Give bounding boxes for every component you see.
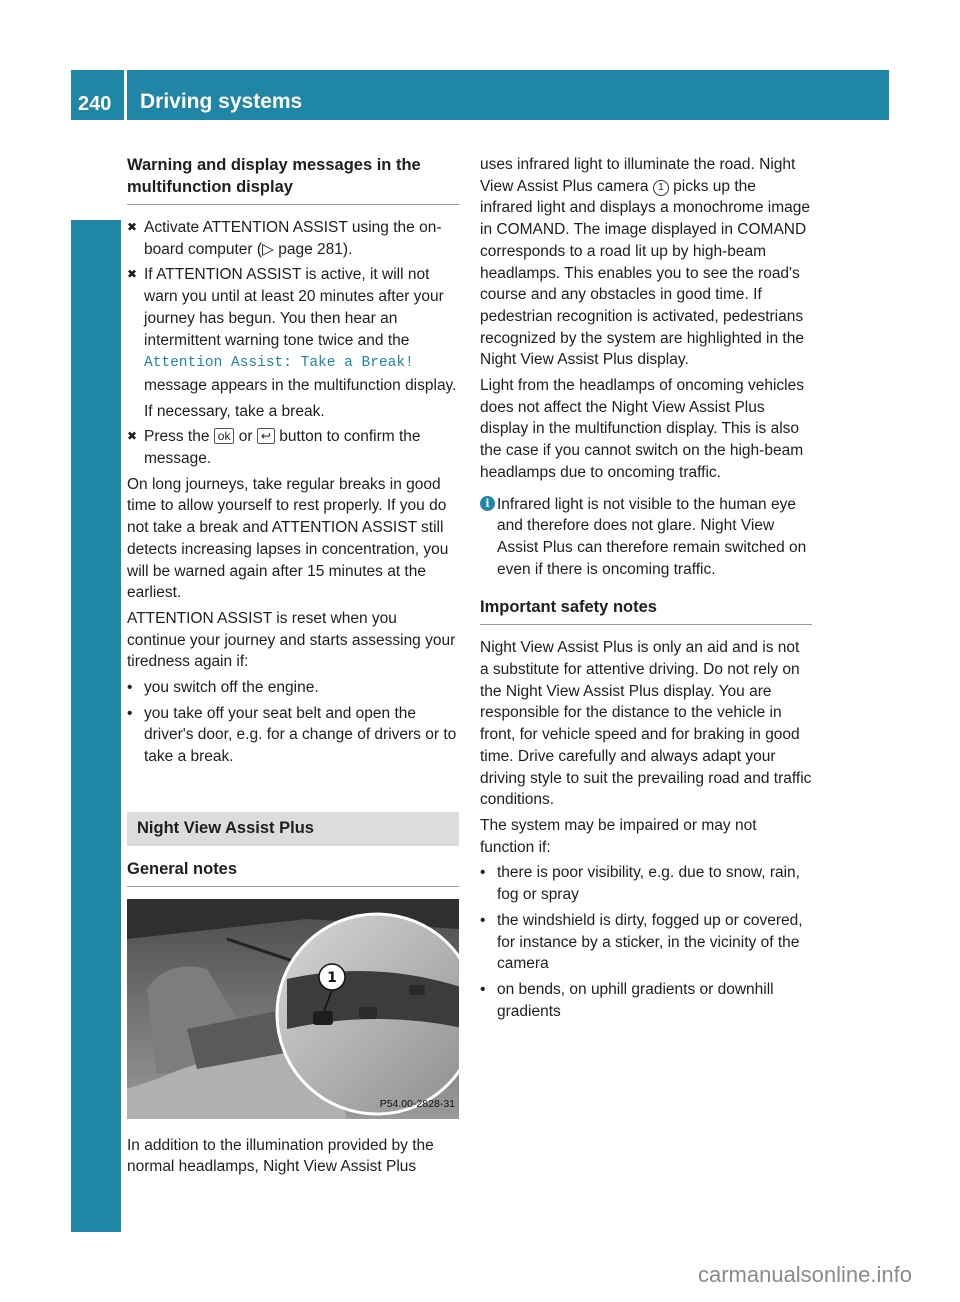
left-column bbox=[127, 154, 459, 1182]
figure-caption: In addition to the illumination provided by the normal headlamps, Night View Assist Plus bbox=[127, 1136, 434, 1176]
camera-callout-icon: 1 bbox=[653, 180, 669, 196]
chapter-title: Driving systems bbox=[140, 90, 303, 113]
page-number: 240 bbox=[78, 93, 112, 115]
list-item: • on bends, on uphill gradients or downhill gradients bbox=[480, 980, 774, 1020]
paragraph-oncoming-lights: Light from the headlamps of oncoming vehicles does not affect the Night View Assist Plus display in the multifunction display. This is also the case if you cannot switch on the high-beam headlamps due to oncoming traffic. bbox=[480, 377, 804, 481]
page-ref-arrow-icon: ▷ bbox=[262, 240, 274, 258]
step-activate: ✖ Activate ATTENTION ASSIST using the on-board computer (▷ page 281). bbox=[127, 219, 442, 258]
step-marker-icon: ✖ bbox=[127, 429, 138, 444]
info-note: i Infrared light is not visible to the human eye and therefore does not glare. Night View Assist Plus can therefore remain switched on even if there is oncoming traffic. bbox=[480, 494, 812, 581]
bullet-icon: • bbox=[480, 911, 486, 929]
header-separator bbox=[124, 70, 127, 120]
side-tab-label: Driving and parking bbox=[84, 580, 107, 778]
paragraph-impaired: The system may be impaired or may not function if: bbox=[480, 816, 757, 856]
page-ref-link[interactable]: page 281). bbox=[278, 240, 353, 258]
ok-key-icon: ok bbox=[214, 428, 235, 444]
camera-location-figure bbox=[127, 899, 459, 1119]
heading-general-notes: General notes bbox=[127, 858, 459, 887]
paragraph-reset: ATTENTION ASSIST is reset when you continue your journey and starts assessing your tiredness again if: bbox=[127, 609, 456, 671]
figure-code: P54.00-2828-31 bbox=[379, 1097, 455, 1110]
watermark: carmanualsonline.info bbox=[697, 1262, 912, 1287]
info-icon: i bbox=[480, 496, 495, 511]
step-active-info: ✖ If ATTENTION ASSIST is active, it will not warn you until at least 20 minutes after your journey has begun. You then hear an intermittent warning tone twice and the Attention Assist: Take a Break! message appears in the multifunction display. bbox=[127, 266, 457, 394]
list-item: • you take off your seat belt and open the driver's door, e.g. for a change of drivers or to take a break. bbox=[127, 704, 457, 766]
paragraph-long-journeys: On long journeys, take regular breaks in good time to allow yourself to rest properly. If you do not take a break and ATTENTION ASSIST still detects increasing lapses in concentration, you will be warned again after 15 minutes at the earliest. bbox=[127, 475, 449, 602]
list-item: • the windshield is dirty, fogged up or covered, for instance by a sticker, in the vicinity of the camera bbox=[480, 911, 803, 973]
figure-callout: 1 bbox=[327, 969, 337, 986]
step-marker-icon: ✖ bbox=[127, 220, 138, 234]
list-item: • you switch off the engine. bbox=[127, 677, 459, 699]
step-confirm: ✖ Press the ok or ↩ button to confirm the message. bbox=[127, 428, 421, 468]
display-message: Attention Assist: Take a Break! bbox=[144, 355, 414, 372]
step-continuation: If necessary, take a break. bbox=[144, 402, 325, 420]
car-interior-illustration bbox=[127, 899, 459, 1119]
back-key-icon: ↩ bbox=[257, 428, 275, 444]
step-marker-icon: ✖ bbox=[127, 267, 138, 282]
heading-warning-messages: Warning and display messages in the multifunction display bbox=[127, 154, 459, 205]
right-column bbox=[480, 154, 812, 1026]
bullet-icon: • bbox=[480, 980, 486, 998]
paragraph-safety: Night View Assist Plus is only an aid and is not a substitute for attentive driving. Do not rely on the Night View Assist Plus display. You are responsible for the distance to the vehicle in front, for vehicle speed and for braking in good time. Drive carefully and always adapt your driving style to suit the prevailing road and traffic conditions. bbox=[480, 639, 812, 809]
bullet-icon: • bbox=[127, 704, 133, 722]
side-tab-label-wrap bbox=[84, 478, 108, 778]
bullet-icon: • bbox=[480, 864, 486, 882]
heading-safety-notes: Important safety notes bbox=[480, 596, 812, 625]
bullet-icon: • bbox=[127, 679, 133, 697]
list-item: • there is poor visibility, e.g. due to snow, rain, fog or spray bbox=[480, 864, 800, 904]
section-title-night-view: Night View Assist Plus bbox=[127, 812, 459, 846]
paragraph-infrared: uses infrared light to illuminate the road. Night View Assist Plus camera 1 picks up the infrared light and displays a monochrome image in COMAND. The image displayed in COMAND corresponds to a road lit up by high-beam headlamps. This enables you to see the road's course and any obstacles in good time. If pedestrian recognition is activated, pedestrians recognized by the system are highlighted in the Night View Assist Plus display. bbox=[480, 156, 810, 369]
